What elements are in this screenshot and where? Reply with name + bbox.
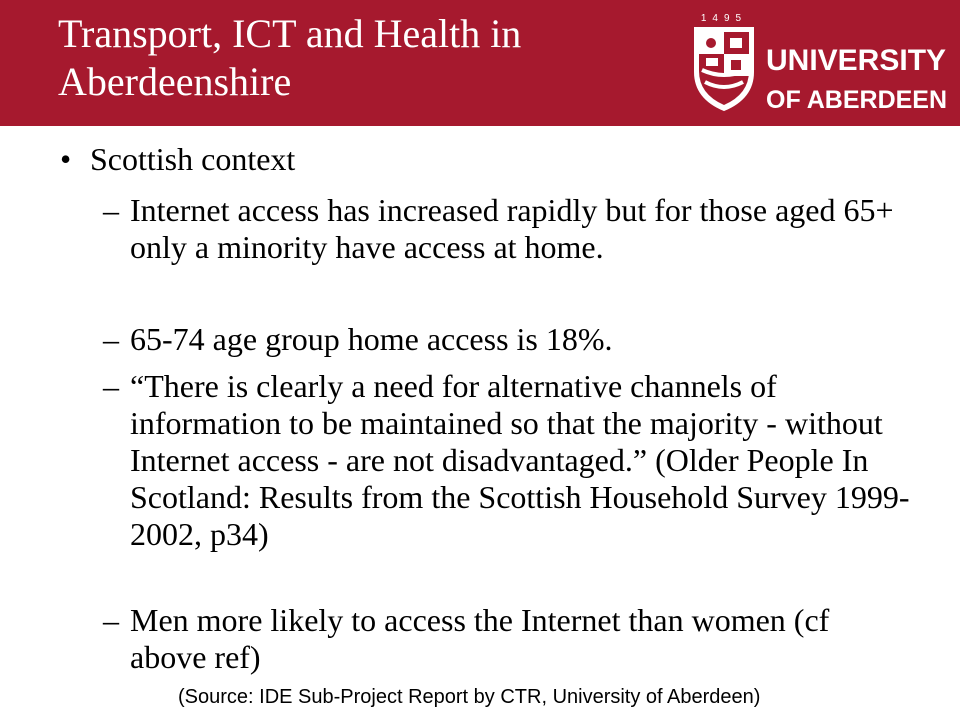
slide-title: Transport, ICT and Health in Aberdeenshire bbox=[58, 11, 522, 104]
subpoint-dash: – bbox=[103, 602, 119, 638]
bullet-text: Scottish context bbox=[90, 141, 296, 177]
subpoint-text: 65-74 age group home access is 18%. bbox=[130, 321, 613, 357]
logo-year: 1495 bbox=[700, 13, 748, 24]
source-citation: (Source: IDE Sub-Project Report by CTR, University of Aberdeen) bbox=[178, 686, 761, 708]
subpoint-text: “There is clearly a need for alternative channels of information to be maintained so that the majority - without Internet access - are not disadvantaged.” (Older People In Scotland: Results from the Scottish Household Survey 1999-2002, p34) bbox=[130, 368, 910, 552]
subpoint-text: Men more likely to access the Internet than women (cf above ref) bbox=[130, 602, 830, 675]
subpoint-text: Internet access has increased rapidly but for those aged 65+ only a minority have access at home. bbox=[130, 192, 894, 265]
logo-university: UNIVERSITY bbox=[766, 44, 947, 77]
logo-of-aberdeen: OF ABERDEEN bbox=[766, 86, 948, 114]
subpoint-dash: – bbox=[103, 368, 119, 404]
subpoint-dash: – bbox=[103, 192, 119, 228]
subpoint-dash: – bbox=[103, 321, 119, 357]
bullet-mark: • bbox=[60, 141, 72, 177]
